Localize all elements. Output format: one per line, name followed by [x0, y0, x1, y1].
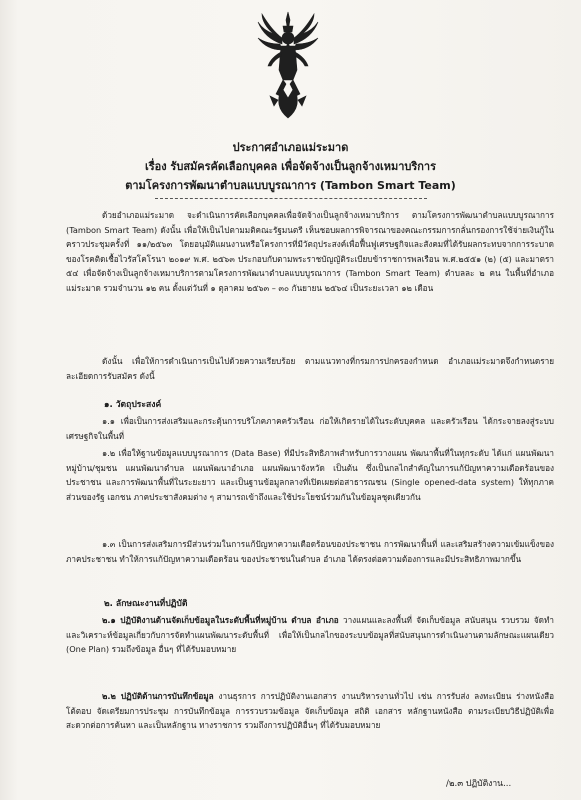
- announcement-title: ประกาศอำเภอแม่ระมาด: [232, 141, 349, 154]
- duty-2-2-lead: ๒.๒ ปฏิบัติด้านการบันทึกข้อมูล: [102, 691, 214, 701]
- duty-2-1-text: วางแผนและลงพื้นที่ จัดเก็บข้อมูล สนับสนุน รวบรวม จัดทำ และวิเคราะห์ข้อมูลเกี่ยวกับการจัดทำแผนพัฒนาระดับพื้นที่ เพื่อให้เป็นกลไกของระบบข้อมูลที่สนับสนุนการดำเนินงานตามลักษณะแผนเดียว (One Plan) รวมถึงข้อมูล อื่นๆ ที่ได้รับมอบหมาย: [66, 615, 554, 655]
- duty-2-1: [66, 613, 554, 657]
- objective-1-2: ๑.๒ เพื่อให้ฐานข้อมูลแบบบูรณาการ (Data Base) ที่มีประสิทธิภาพสำหรับการวางแผน พัฒนาพื้นที่ในทุกระดับ ได้แก่ แผนพัฒนาหมู่บ้าน/ชุมชน แผนพัฒนาตำบล แผนพัฒนาอำเภอ แผนพัฒนาจังหวัด เป็นต้น ซึ่งเป็นกลไกสำคัญในการแก้ปัญหาความเดือดร้อนของประชาชน และการพัฒนาพื้นที่ในระยะยาว และเป็นฐานข้อมูลกลางที่เปิดเผยต่อสาธารณชน (Single opened-data system) ให้ทุกภาคส่วนของรัฐ เอกชน ภาคประชาสังคมต่าง ๆ สามารถเข้าถึงและใช้ประโยชน์ร่วมกันในข้อมูลชุดเดียวกัน: [66, 448, 554, 502]
- intro-paragraph: ด้วยอำเภอแม่ระมาด จะดำเนินการคัดเลือกบุคคลเพื่อจัดจ้างเป็นลูกจ้างเหมาบริการ ตามโครงการพัฒนาตำบลแบบบูรณาการ (Tambon Smart Team) ดังนั้น เพื่อให้เป็นไปตามมติคณะรัฐมนตรี เห็นชอบผลการพิจารณาของคณะกรรมการกลั่นกรองการใช้จ่ายเงินกู้ในคราวประชุมครั้งที่ ๑๑/๒๕๖๓ โดยอนุมัติแผนงานหรือโครงการที่มีวัตถุประสงค์เพื่อฟื้นฟูเศรษฐกิจและสังคมที่ได้รับผลกระทบจากการระบาด ของโรคติดเชื้อไวรัสโคโรนา ๒๐๑๙ พ.ศ. ๒๕๖๓ ประกอบกับตามพระราชบัญญัติระเบียบข้าราชการพลเรือน พ.ศ.๒๕๕๑ (๒) (๕) และมาตรา ๕๔ เพื่อจัดจ้างเป็นลูกจ้างเหมาบริการตามโครงการพัฒนาตำบลแบบบูรณาการ (Tambon Smart Team) ตำบลละ ๒ คน ในพื้นที่อำเภอแม่ระมาด รวมจำนวน ๑๒ คน ตั้งแต่วันที่ ๑ ตุลาคม ๒๕๖๓ – ๓๐ กันยายน ๒๕๖๔ เป็นระยะเวลา ๑๒ เดือน: [66, 210, 554, 293]
- purpose-paragraph: ดังนั้น เพื่อให้การดำเนินการเป็นไปด้วยความเรียบร้อย ตามแนวทางที่กรมการปกครองกำหนด อำเภอแม่ระมาดจึงกำหนดรายละเอียดการรับสมัคร ดังนี้: [66, 356, 554, 381]
- objective-1-3: ๑.๓ เป็นการส่งเสริมการมีส่วนร่วมในการแก้ปัญหาความเดือดร้อนของประชาชน การพัฒนาพื้นที่ และเสริมสร้างความเข้มแข็งของภาคประชาชน ทำให้การแก้ปัญหาความเดือดร้อน ของประชาชนในตำบล อำเภอ ได้ตรงต่อความต้องการและมีประสิทธิภาพมากขึ้น: [66, 539, 554, 564]
- announcement-subject: เรื่อง รับสมัครคัดเลือกบุคคล เพื่อจัดจ้างเป็นลูกจ้างเหมาบริการ: [144, 160, 437, 173]
- announcement-project: ตามโครงการพัฒนาตำบลแบบบูรณาการ (Tambon Smart Team): [125, 179, 456, 192]
- duty-2-2-text: งานธุรการ การปฏิบัติงานเอกสาร งานบริหารงานทั่วไป เช่น การรับส่ง ลงทะเบียน ร่างหนังสือโต้ตอบ จัดเตรียมการประชุม การบันทึกข้อมูล การรวบรวมข้อมูล จัดเก็บข้อมูล สถิติ เอกสาร หลักฐานหนังสือ ตามระเบียบวิธีปฏิบัติเพื่อสะดวกต่อการค้นหา และเป็นหลักฐาน ทางราชการ รวมถึงการปฏิบัติอื่นๆ ที่ได้รับมอบหมาย: [66, 691, 554, 731]
- section-2-heading: ๒. ลักษณะงานที่ปฏิบัติ: [104, 599, 188, 609]
- garuda-emblem-icon: [256, 10, 320, 122]
- continuation-note: /๒.๓ ปฏิบัติงาน...: [446, 779, 512, 789]
- title-divider: [155, 198, 427, 199]
- duty-2-1-lead: ๒.๑ ปฏิบัติงานด้านจัดเก็บข้อมูลในระดับพื้นที่หมู่บ้าน ตำบล อำเภอ: [102, 615, 339, 625]
- duty-2-2: [66, 689, 554, 733]
- objective-1-1: ๑.๑ เพื่อเป็นการส่งเสริมและกระตุ้นการบริโภคภาคครัวเรือน ก่อให้เกิดรายได้ในระดับบุคคล และครัวเรือน ได้กระจายลงสู่ระบบเศรษฐกิจในพื้นที่: [66, 416, 554, 441]
- section-1-heading: ๑. วัตถุประสงค์: [104, 400, 162, 410]
